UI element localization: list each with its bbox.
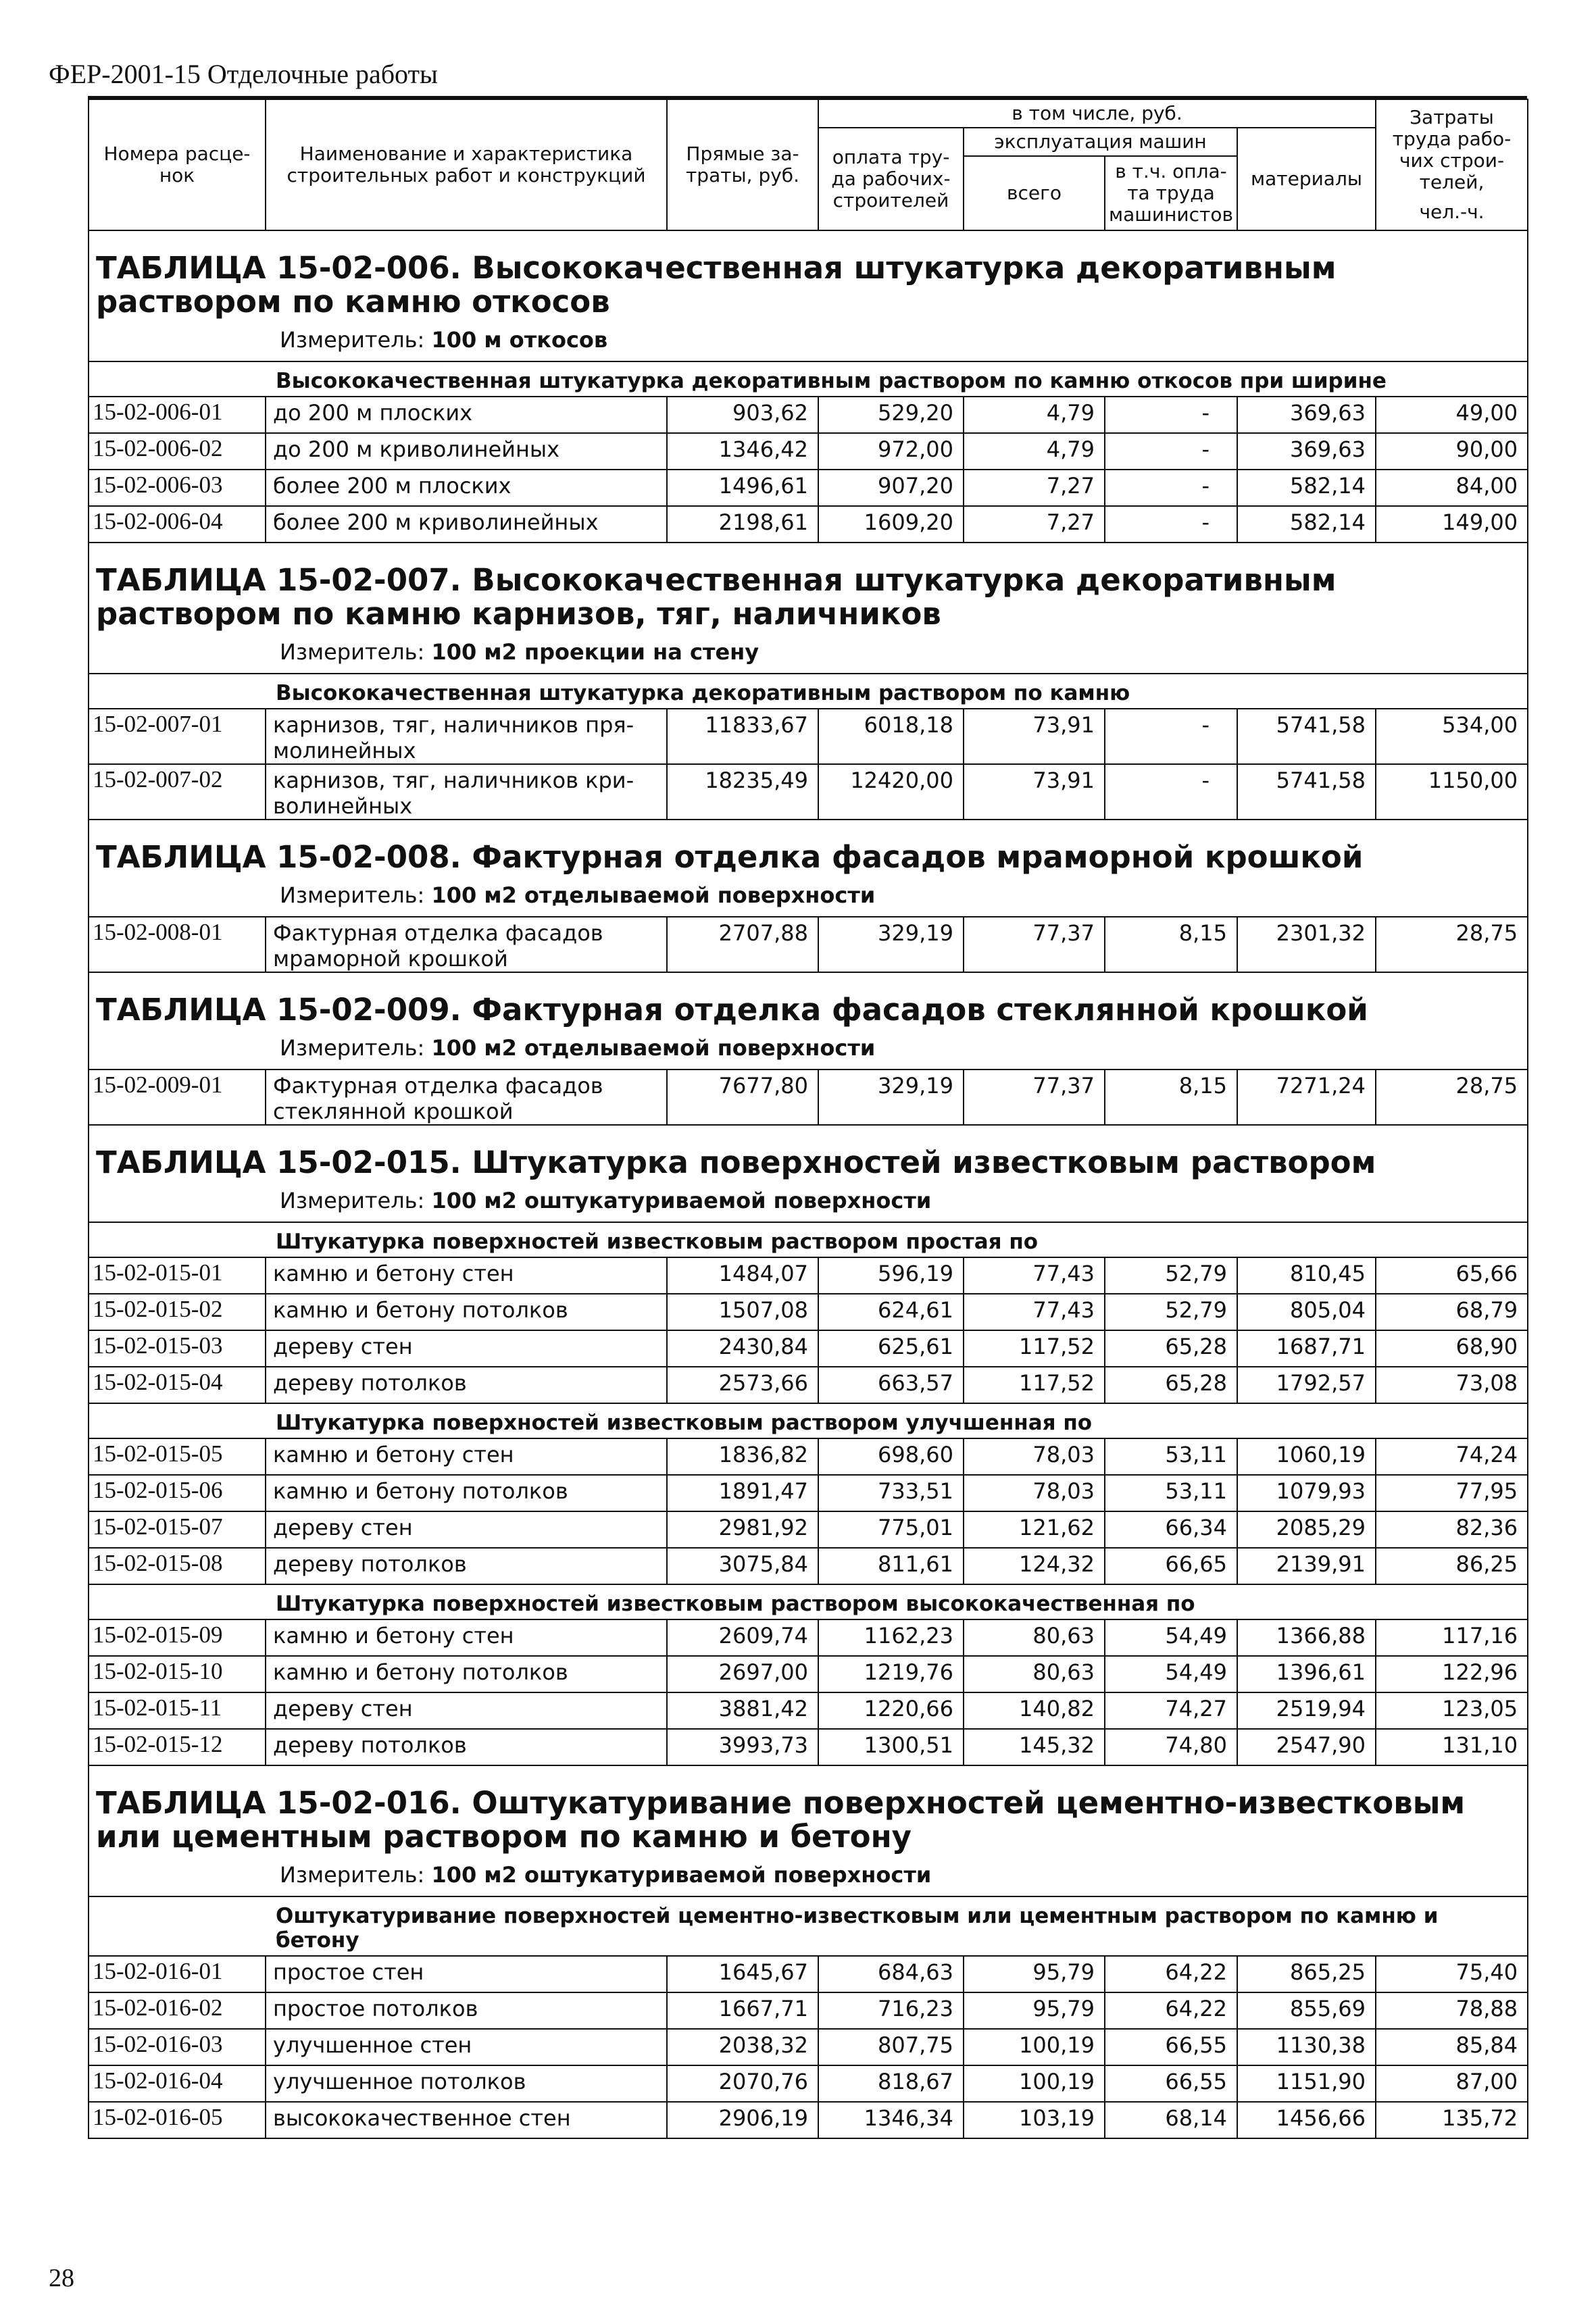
materials-cost: 1079,93 bbox=[1237, 1475, 1376, 1511]
direct-cost: 7677,80 bbox=[667, 1070, 818, 1125]
measure-label: Измеритель: bbox=[280, 1035, 425, 1061]
direct-cost: 2070,76 bbox=[667, 2065, 818, 2102]
measure-label: Измеритель: bbox=[280, 1862, 425, 1888]
work-name: дереву стен bbox=[266, 1692, 667, 1729]
machine-cost: 117,52 bbox=[964, 1367, 1105, 1403]
direct-cost: 2609,74 bbox=[667, 1619, 818, 1656]
materials-cost: 2139,91 bbox=[1237, 1548, 1376, 1584]
worker-wages: 733,51 bbox=[818, 1475, 964, 1511]
measure-value: 100 м2 отделываемой поверхности bbox=[431, 1035, 876, 1061]
machinist-wages: 54,49 bbox=[1105, 1619, 1237, 1656]
labor-hours: 68,79 bbox=[1376, 1294, 1528, 1330]
table-measure-row bbox=[89, 322, 1528, 361]
machinist-wages: 53,11 bbox=[1105, 1475, 1237, 1511]
measure-value: 100 м2 отделываемой поверхности bbox=[431, 882, 876, 908]
table-row bbox=[89, 397, 1528, 433]
table-title: ТАБЛИЦА 15-02-009. Фактурная отделка фасадов стеклянной крошкой bbox=[89, 972, 1528, 1030]
rate-code: 15-02-016-01 bbox=[89, 1956, 266, 1992]
direct-cost: 3993,73 bbox=[667, 1729, 818, 1765]
direct-cost: 18235,49 bbox=[667, 764, 818, 820]
materials-cost: 5741,58 bbox=[1237, 764, 1376, 820]
machine-cost: 100,19 bbox=[964, 2065, 1105, 2102]
materials-cost: 855,69 bbox=[1237, 1992, 1376, 2029]
work-name: камню и бетону стен bbox=[266, 1257, 667, 1294]
machinist-wages: - bbox=[1105, 433, 1237, 470]
worker-wages: 663,57 bbox=[818, 1367, 964, 1403]
machinist-wages: 8,15 bbox=[1105, 917, 1237, 972]
worker-wages: 1609,20 bbox=[818, 506, 964, 543]
rate-code: 15-02-015-09 bbox=[89, 1619, 266, 1656]
materials-cost: 2519,94 bbox=[1237, 1692, 1376, 1729]
rate-code: 15-02-016-05 bbox=[89, 2102, 266, 2138]
labor-hours: 75,40 bbox=[1376, 1956, 1528, 1992]
materials-cost: 1366,88 bbox=[1237, 1619, 1376, 1656]
rate-code: 15-02-007-02 bbox=[89, 764, 266, 820]
table-measure bbox=[89, 1182, 1528, 1222]
work-name: улучшенное стен bbox=[266, 2029, 667, 2065]
worker-wages: 775,01 bbox=[818, 1511, 964, 1548]
worker-wages: 1219,76 bbox=[818, 1656, 964, 1692]
table-row bbox=[89, 1438, 1528, 1475]
direct-cost: 2038,32 bbox=[667, 2029, 818, 2065]
direct-cost: 2697,00 bbox=[667, 1656, 818, 1692]
machine-cost: 78,03 bbox=[964, 1475, 1105, 1511]
table-row bbox=[89, 709, 1528, 764]
machine-cost: 100,19 bbox=[964, 2029, 1105, 2065]
worker-wages: 1220,66 bbox=[818, 1692, 964, 1729]
table-row bbox=[89, 2065, 1528, 2102]
machine-cost: 7,27 bbox=[964, 470, 1105, 506]
direct-cost: 1667,71 bbox=[667, 1992, 818, 2029]
table-title-row bbox=[89, 543, 1528, 634]
materials-cost: 1687,71 bbox=[1237, 1330, 1376, 1367]
materials-cost: 582,14 bbox=[1237, 506, 1376, 543]
machinist-wages: 64,22 bbox=[1105, 1956, 1237, 1992]
table-row bbox=[89, 1257, 1528, 1294]
table-row bbox=[89, 470, 1528, 506]
labor-hours: 28,75 bbox=[1376, 917, 1528, 972]
direct-cost: 2430,84 bbox=[667, 1330, 818, 1367]
labor-hours: 87,00 bbox=[1376, 2065, 1528, 2102]
work-name: Фактурная отделка фасадов мраморной крошкой bbox=[266, 917, 667, 972]
table-title: ТАБЛИЦА 15-02-008. Фактурная отделка фасадов мраморной крошкой bbox=[89, 820, 1528, 877]
measure-label: Измеритель: bbox=[280, 327, 425, 353]
labor-hours: 1150,00 bbox=[1376, 764, 1528, 820]
direct-cost: 1496,61 bbox=[667, 470, 818, 506]
measure-value: 100 м2 проекции на стену bbox=[431, 639, 759, 665]
work-name: высококачественное стен bbox=[266, 2102, 667, 2138]
work-name: карнизов, тяг, наличников кри-волинейных bbox=[266, 764, 667, 820]
work-name: дереву стен bbox=[266, 1511, 667, 1548]
table-title: ТАБЛИЦА 15-02-006. Высококачественная штукатурка декоративным раствором по камню откосов bbox=[89, 231, 1528, 322]
machine-cost: 4,79 bbox=[964, 397, 1105, 433]
machine-cost: 124,32 bbox=[964, 1548, 1105, 1584]
machine-cost: 95,79 bbox=[964, 1956, 1105, 1992]
rate-code: 15-02-006-02 bbox=[89, 433, 266, 470]
direct-cost: 11833,67 bbox=[667, 709, 818, 764]
worker-wages: 6018,18 bbox=[818, 709, 964, 764]
worker-wages: 698,60 bbox=[818, 1438, 964, 1475]
materials-cost: 1060,19 bbox=[1237, 1438, 1376, 1475]
rate-code: 15-02-006-04 bbox=[89, 506, 266, 543]
header-labor-label: Затраты труда рабо-чих строи-телей, bbox=[1392, 106, 1512, 193]
direct-cost: 1507,08 bbox=[667, 1294, 818, 1330]
table-row bbox=[89, 2102, 1528, 2138]
materials-cost: 7271,24 bbox=[1237, 1070, 1376, 1125]
machinist-wages: - bbox=[1105, 764, 1237, 820]
header-machines: эксплуатация машин bbox=[964, 128, 1237, 156]
machine-cost: 77,43 bbox=[964, 1294, 1105, 1330]
rate-code: 15-02-015-12 bbox=[89, 1729, 266, 1765]
direct-cost: 2906,19 bbox=[667, 2102, 818, 2138]
materials-cost: 369,63 bbox=[1237, 433, 1376, 470]
rate-code: 15-02-007-01 bbox=[89, 709, 266, 764]
page-number: 28 bbox=[49, 2264, 74, 2292]
rate-code: 15-02-015-07 bbox=[89, 1511, 266, 1548]
table-measure-row bbox=[89, 877, 1528, 917]
rate-code: 15-02-015-10 bbox=[89, 1656, 266, 1692]
rate-code: 15-02-006-01 bbox=[89, 397, 266, 433]
measure-label: Измеритель: bbox=[280, 882, 425, 908]
work-name: камню и бетону стен bbox=[266, 1438, 667, 1475]
group-subtitle: Штукатурка поверхностей известковым раствором простая по bbox=[89, 1222, 1528, 1257]
machinist-wages: - bbox=[1105, 397, 1237, 433]
machinist-wages: 65,28 bbox=[1105, 1330, 1237, 1367]
machinist-wages: 8,15 bbox=[1105, 1070, 1237, 1125]
machine-cost: 117,52 bbox=[964, 1330, 1105, 1367]
direct-cost: 2707,88 bbox=[667, 917, 818, 972]
group-subtitle-row bbox=[89, 1584, 1528, 1619]
table-row bbox=[89, 1729, 1528, 1765]
header-materials: материалы bbox=[1237, 128, 1376, 230]
machine-cost: 140,82 bbox=[964, 1692, 1105, 1729]
work-name: дереву потолков bbox=[266, 1548, 667, 1584]
materials-cost: 865,25 bbox=[1237, 1956, 1376, 1992]
header-direct: Прямые за-траты, руб. bbox=[667, 99, 818, 230]
worker-wages: 972,00 bbox=[818, 433, 964, 470]
materials-cost: 2547,90 bbox=[1237, 1729, 1376, 1765]
direct-cost: 3075,84 bbox=[667, 1548, 818, 1584]
machine-cost: 95,79 bbox=[964, 1992, 1105, 2029]
labor-hours: 78,88 bbox=[1376, 1992, 1528, 2029]
table-measure-row bbox=[89, 1030, 1528, 1070]
rate-code: 15-02-006-03 bbox=[89, 470, 266, 506]
header-codes: Номера расце-нок bbox=[89, 99, 266, 230]
group-subtitle: Высококачественная штукатурка декоративным раствором по камню откосов при ширине bbox=[89, 361, 1528, 397]
work-name: простое стен bbox=[266, 1956, 667, 1992]
table-title-row bbox=[89, 231, 1528, 322]
rate-code: 15-02-016-04 bbox=[89, 2065, 266, 2102]
group-subtitle-row bbox=[89, 1896, 1528, 1956]
materials-cost: 2085,29 bbox=[1237, 1511, 1376, 1548]
worker-wages: 818,67 bbox=[818, 2065, 964, 2102]
materials-cost: 805,04 bbox=[1237, 1294, 1376, 1330]
table-row bbox=[89, 1294, 1528, 1330]
header-wages: оплата тру-да рабочих-строителей bbox=[818, 128, 964, 230]
table-row bbox=[89, 1619, 1528, 1656]
group-subtitle: Штукатурка поверхностей известковым раствором улучшенная по bbox=[89, 1403, 1528, 1438]
worker-wages: 529,20 bbox=[818, 397, 964, 433]
machine-cost: 80,63 bbox=[964, 1656, 1105, 1692]
machine-cost: 77,37 bbox=[964, 1070, 1105, 1125]
labor-hours: 123,05 bbox=[1376, 1692, 1528, 1729]
worker-wages: 907,20 bbox=[818, 470, 964, 506]
rate-code: 15-02-015-03 bbox=[89, 1330, 266, 1367]
machine-cost: 121,62 bbox=[964, 1511, 1105, 1548]
materials-cost: 810,45 bbox=[1237, 1257, 1376, 1294]
labor-hours: 135,72 bbox=[1376, 2102, 1528, 2138]
machinist-wages: 52,79 bbox=[1105, 1294, 1237, 1330]
table-measure bbox=[89, 1030, 1528, 1070]
materials-cost: 1130,38 bbox=[1237, 2029, 1376, 2065]
rate-code: 15-02-016-03 bbox=[89, 2029, 266, 2065]
measure-value: 100 м2 оштукатуриваемой поверхности bbox=[431, 1862, 932, 1888]
table-row bbox=[89, 1330, 1528, 1367]
rate-code: 15-02-015-08 bbox=[89, 1548, 266, 1584]
direct-cost: 1346,42 bbox=[667, 433, 818, 470]
work-name: более 200 м криволинейных bbox=[266, 506, 667, 543]
machinist-wages: 52,79 bbox=[1105, 1257, 1237, 1294]
document-title: ФЕР-2001-15 Отделочные работы bbox=[49, 59, 438, 89]
table-row bbox=[89, 433, 1528, 470]
group-subtitle: Оштукатуривание поверхностей цементно-известковым или цементным раствором по камню и бетону bbox=[89, 1896, 1528, 1956]
rate-code: 15-02-009-01 bbox=[89, 1070, 266, 1125]
worker-wages: 329,19 bbox=[818, 1070, 964, 1125]
worker-wages: 716,23 bbox=[818, 1992, 964, 2029]
work-name: до 200 м криволинейных bbox=[266, 433, 667, 470]
rate-code: 15-02-008-01 bbox=[89, 917, 266, 972]
materials-cost: 1456,66 bbox=[1237, 2102, 1376, 2138]
labor-hours: 73,08 bbox=[1376, 1367, 1528, 1403]
header-labor bbox=[1376, 99, 1528, 230]
machinist-wages: 66,34 bbox=[1105, 1511, 1237, 1548]
labor-hours: 77,95 bbox=[1376, 1475, 1528, 1511]
worker-wages: 1300,51 bbox=[818, 1729, 964, 1765]
rate-code: 15-02-015-11 bbox=[89, 1692, 266, 1729]
work-name: камню и бетону потолков bbox=[266, 1475, 667, 1511]
table-row bbox=[89, 764, 1528, 820]
materials-cost: 1792,57 bbox=[1237, 1367, 1376, 1403]
materials-cost: 369,63 bbox=[1237, 397, 1376, 433]
header-including: в том числе, руб. bbox=[818, 99, 1376, 128]
labor-hours: 131,10 bbox=[1376, 1729, 1528, 1765]
labor-hours: 534,00 bbox=[1376, 709, 1528, 764]
worker-wages: 1346,34 bbox=[818, 2102, 964, 2138]
table-row bbox=[89, 1475, 1528, 1511]
header-name: Наименование и характеристика строительных работ и конструкций bbox=[266, 99, 667, 230]
machine-cost: 77,37 bbox=[964, 917, 1105, 972]
table-title-row bbox=[89, 1765, 1528, 1857]
direct-cost: 1645,67 bbox=[667, 1956, 818, 1992]
work-name: камню и бетону потолков bbox=[266, 1294, 667, 1330]
machine-cost: 7,27 bbox=[964, 506, 1105, 543]
direct-cost: 1836,82 bbox=[667, 1438, 818, 1475]
worker-wages: 1162,23 bbox=[818, 1619, 964, 1656]
column-header bbox=[88, 99, 1528, 231]
work-name: камню и бетону стен bbox=[266, 1619, 667, 1656]
labor-hours: 85,84 bbox=[1376, 2029, 1528, 2065]
group-subtitle-row bbox=[89, 1222, 1528, 1257]
table-measure-row bbox=[89, 1857, 1528, 1896]
machinist-wages: - bbox=[1105, 506, 1237, 543]
work-name: более 200 м плоских bbox=[266, 470, 667, 506]
machinist-wages: 74,27 bbox=[1105, 1692, 1237, 1729]
work-name: дереву потолков bbox=[266, 1367, 667, 1403]
labor-hours: 122,96 bbox=[1376, 1656, 1528, 1692]
labor-hours: 84,00 bbox=[1376, 470, 1528, 506]
direct-cost: 2573,66 bbox=[667, 1367, 818, 1403]
work-name: простое потолков bbox=[266, 1992, 667, 2029]
rate-code: 15-02-015-04 bbox=[89, 1367, 266, 1403]
machinist-wages: - bbox=[1105, 709, 1237, 764]
labor-hours: 86,25 bbox=[1376, 1548, 1528, 1584]
group-subtitle: Высококачественная штукатурка декоративным раствором по камню bbox=[89, 674, 1528, 709]
work-name: Фактурная отделка фасадов стеклянной крошкой bbox=[266, 1070, 667, 1125]
group-subtitle-row bbox=[89, 361, 1528, 397]
direct-cost: 1891,47 bbox=[667, 1475, 818, 1511]
table-row bbox=[89, 917, 1528, 972]
rate-code: 15-02-016-02 bbox=[89, 1992, 266, 2029]
machinist-wages: 68,14 bbox=[1105, 2102, 1237, 2138]
direct-cost: 3881,42 bbox=[667, 1692, 818, 1729]
work-name: камню и бетону потолков bbox=[266, 1656, 667, 1692]
table-row bbox=[89, 1656, 1528, 1692]
table-row bbox=[89, 506, 1528, 543]
measure-label: Измеритель: bbox=[280, 639, 425, 665]
materials-cost: 1396,61 bbox=[1237, 1656, 1376, 1692]
table-title: ТАБЛИЦА 15-02-016. Оштукатуривание поверхностей цементно-известковым или цементным раствором по камню и бетону bbox=[89, 1765, 1528, 1857]
machinist-wages: 74,80 bbox=[1105, 1729, 1237, 1765]
table-title-row bbox=[89, 1125, 1528, 1182]
table-measure bbox=[89, 1857, 1528, 1896]
worker-wages: 12420,00 bbox=[818, 764, 964, 820]
table-row bbox=[89, 1367, 1528, 1403]
machine-cost: 73,91 bbox=[964, 764, 1105, 820]
machinist-wages: 53,11 bbox=[1105, 1438, 1237, 1475]
table-title-row bbox=[89, 972, 1528, 1030]
machine-cost: 78,03 bbox=[964, 1438, 1105, 1475]
machine-cost: 73,91 bbox=[964, 709, 1105, 764]
worker-wages: 624,61 bbox=[818, 1294, 964, 1330]
table-measure bbox=[89, 634, 1528, 674]
group-subtitle-row bbox=[89, 674, 1528, 709]
table-row bbox=[89, 1548, 1528, 1584]
table-title-row bbox=[89, 820, 1528, 877]
machine-cost: 103,19 bbox=[964, 2102, 1105, 2138]
machinist-wages: 54,49 bbox=[1105, 1656, 1237, 1692]
measure-value: 100 м откосов bbox=[431, 327, 608, 353]
machinist-wages: 64,22 bbox=[1105, 1992, 1237, 2029]
header-machines-total: всего bbox=[964, 156, 1105, 230]
machinist-wages: - bbox=[1105, 470, 1237, 506]
work-name: до 200 м плоских bbox=[266, 397, 667, 433]
machine-cost: 4,79 bbox=[964, 433, 1105, 470]
direct-cost: 2198,61 bbox=[667, 506, 818, 543]
worker-wages: 811,61 bbox=[818, 1548, 964, 1584]
labor-hours: 149,00 bbox=[1376, 506, 1528, 543]
machine-cost: 145,32 bbox=[964, 1729, 1105, 1765]
machinist-wages: 65,28 bbox=[1105, 1367, 1237, 1403]
group-subtitle: Штукатурка поверхностей известковым раствором высококачественная по bbox=[89, 1584, 1528, 1619]
rate-code: 15-02-015-05 bbox=[89, 1438, 266, 1475]
worker-wages: 684,63 bbox=[818, 1956, 964, 1992]
worker-wages: 807,75 bbox=[818, 2029, 964, 2065]
direct-cost: 2981,92 bbox=[667, 1511, 818, 1548]
worker-wages: 329,19 bbox=[818, 917, 964, 972]
table-title: ТАБЛИЦА 15-02-015. Штукатурка поверхностей известковым раствором bbox=[89, 1125, 1528, 1182]
header-machines-wages: в т.ч. опла-та труда машинистов bbox=[1105, 156, 1237, 230]
labor-hours: 117,16 bbox=[1376, 1619, 1528, 1656]
labor-hours: 82,36 bbox=[1376, 1511, 1528, 1548]
materials-cost: 5741,58 bbox=[1237, 709, 1376, 764]
rate-code: 15-02-015-02 bbox=[89, 1294, 266, 1330]
rate-code: 15-02-015-01 bbox=[89, 1257, 266, 1294]
machinist-wages: 66,65 bbox=[1105, 1548, 1237, 1584]
work-name: дереву стен bbox=[266, 1330, 667, 1367]
table-row bbox=[89, 1992, 1528, 2029]
table-row bbox=[89, 1692, 1528, 1729]
rate-code: 15-02-015-06 bbox=[89, 1475, 266, 1511]
table-row bbox=[89, 1070, 1528, 1125]
labor-hours: 65,66 bbox=[1376, 1257, 1528, 1294]
worker-wages: 625,61 bbox=[818, 1330, 964, 1367]
machinist-wages: 66,55 bbox=[1105, 2029, 1237, 2065]
machinist-wages: 66,55 bbox=[1105, 2065, 1237, 2102]
table-measure-row bbox=[89, 634, 1528, 674]
header-labor-unit: чел.-ч. bbox=[1419, 201, 1485, 223]
work-name: дереву потолков bbox=[266, 1729, 667, 1765]
rates-body bbox=[88, 231, 1528, 2139]
materials-cost: 582,14 bbox=[1237, 470, 1376, 506]
table-measure bbox=[89, 322, 1528, 361]
machine-cost: 80,63 bbox=[964, 1619, 1105, 1656]
table-measure bbox=[89, 877, 1528, 917]
measure-value: 100 м2 оштукатуриваемой поверхности bbox=[431, 1188, 932, 1213]
labor-hours: 74,24 bbox=[1376, 1438, 1528, 1475]
table-row bbox=[89, 1956, 1528, 1992]
group-subtitle-row bbox=[89, 1403, 1528, 1438]
direct-cost: 1484,07 bbox=[667, 1257, 818, 1294]
direct-cost: 903,62 bbox=[667, 397, 818, 433]
labor-hours: 68,90 bbox=[1376, 1330, 1528, 1367]
labor-hours: 90,00 bbox=[1376, 433, 1528, 470]
rates-sheet bbox=[88, 96, 1527, 2139]
labor-hours: 28,75 bbox=[1376, 1070, 1528, 1125]
table-measure-row bbox=[89, 1182, 1528, 1222]
worker-wages: 596,19 bbox=[818, 1257, 964, 1294]
materials-cost: 2301,32 bbox=[1237, 917, 1376, 972]
machine-cost: 77,43 bbox=[964, 1257, 1105, 1294]
work-name: улучшенное потолков bbox=[266, 2065, 667, 2102]
table-row bbox=[89, 2029, 1528, 2065]
measure-label: Измеритель: bbox=[280, 1188, 425, 1213]
materials-cost: 1151,90 bbox=[1237, 2065, 1376, 2102]
table-row bbox=[89, 1511, 1528, 1548]
work-name: карнизов, тяг, наличников пря-молинейных bbox=[266, 709, 667, 764]
labor-hours: 49,00 bbox=[1376, 397, 1528, 433]
table-title: ТАБЛИЦА 15-02-007. Высококачественная штукатурка декоративным раствором по камню карнизов, тяг, наличников bbox=[89, 543, 1528, 634]
